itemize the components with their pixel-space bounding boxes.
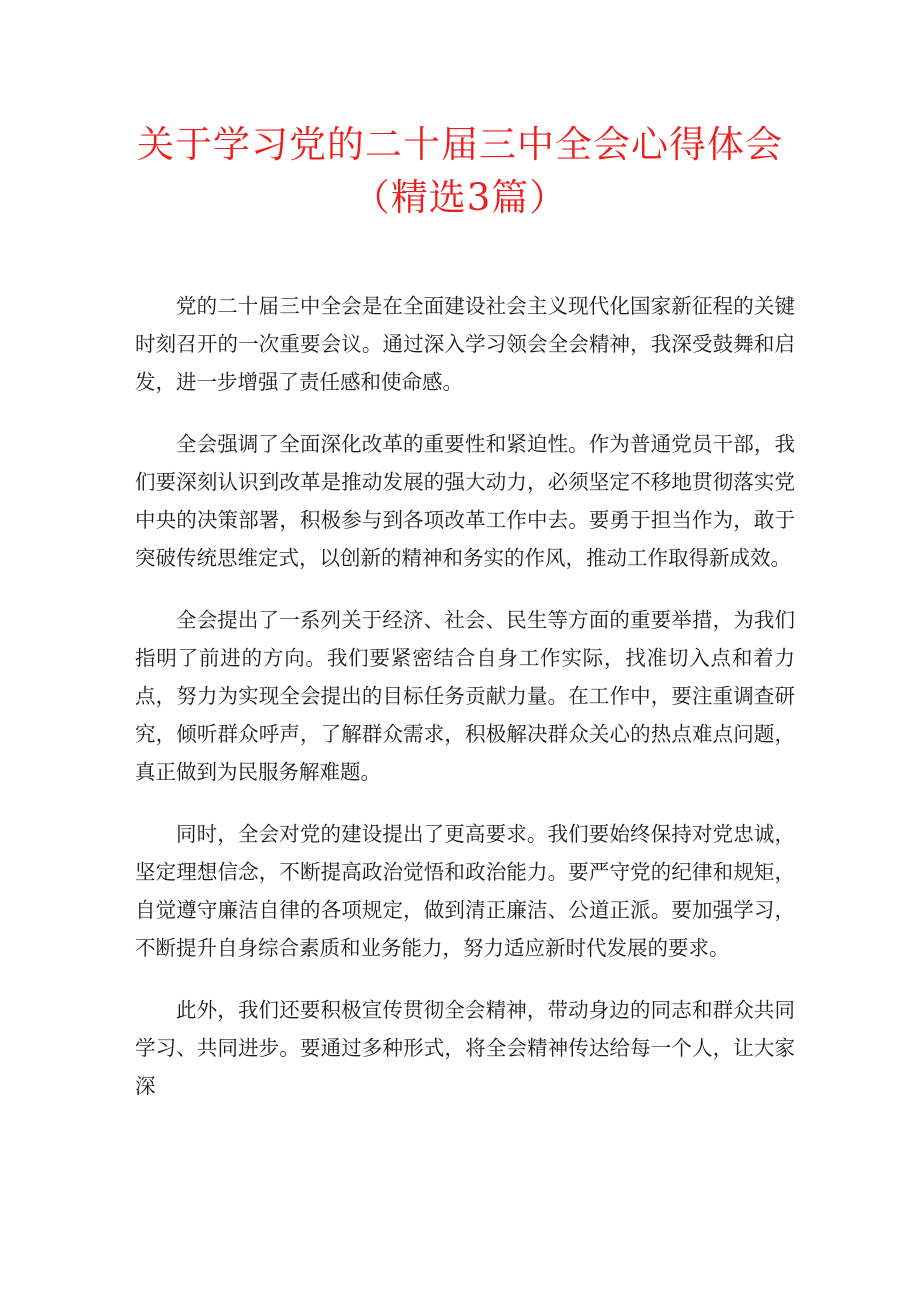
title-line-1: 关于学习党的二十届三中全会心得体会 bbox=[137, 123, 783, 166]
paragraph-1: 党的二十届三中全会是在全面建设社会主义现代化国家新征程的关键时刻召开的一次重要会议。通过深入学习领会全会精神，我深受鼓舞和启发，进一步增强了责任感和使命感。 bbox=[135, 294, 795, 394]
paragraph-2: 全会强调了全面深化改革的重要性和紧迫性。作为普通党员干部，我们要深刻认识到改革是推动发展的强大动力，必须坚定不移地贯彻落实党中央的决策部署，积极参与到各项改革工作中去。要勇于担当作为，敢于突破传统思维定式，以创新的精神和务实的作风，推动工作取得新成效。 bbox=[135, 432, 795, 570]
paragraph-4: 同时，全会对党的建设提出了更高要求。我们要始终保持对党忠诚，坚定理想信念，不断提高政治觉悟和政治能力。要严守党的纪律和规矩，自觉遵守廉洁自律的各项规定，做到清正廉洁、公道正派。要加强学习，不断提升自身综合素质和业务能力，努力适应新时代发展的要求。 bbox=[135, 822, 795, 960]
paragraph-5: 此外，我们还要积极宣传贯彻全会精神，带动身边的同志和群众共同学习、共同进步。要通过多种形式，将全会精神传达给每一个人，让大家深 bbox=[135, 998, 795, 1098]
title-line-2: （精选3篇） bbox=[352, 176, 568, 219]
document-body bbox=[135, 287, 795, 1129]
document-title bbox=[0, 118, 920, 224]
paragraph-3: 全会提出了一系列关于经济、社会、民生等方面的重要举措，为我们指明了前进的方向。我们要紧密结合自身工作实际，找准切入点和着力点，努力为实现全会提出的目标任务贡献力量。在工作中，要注重调查研究，倾听群众呼声，了解群众需求，积极解决群众关心的热点难点问题，真正做到为民服务解难题。 bbox=[135, 608, 795, 784]
